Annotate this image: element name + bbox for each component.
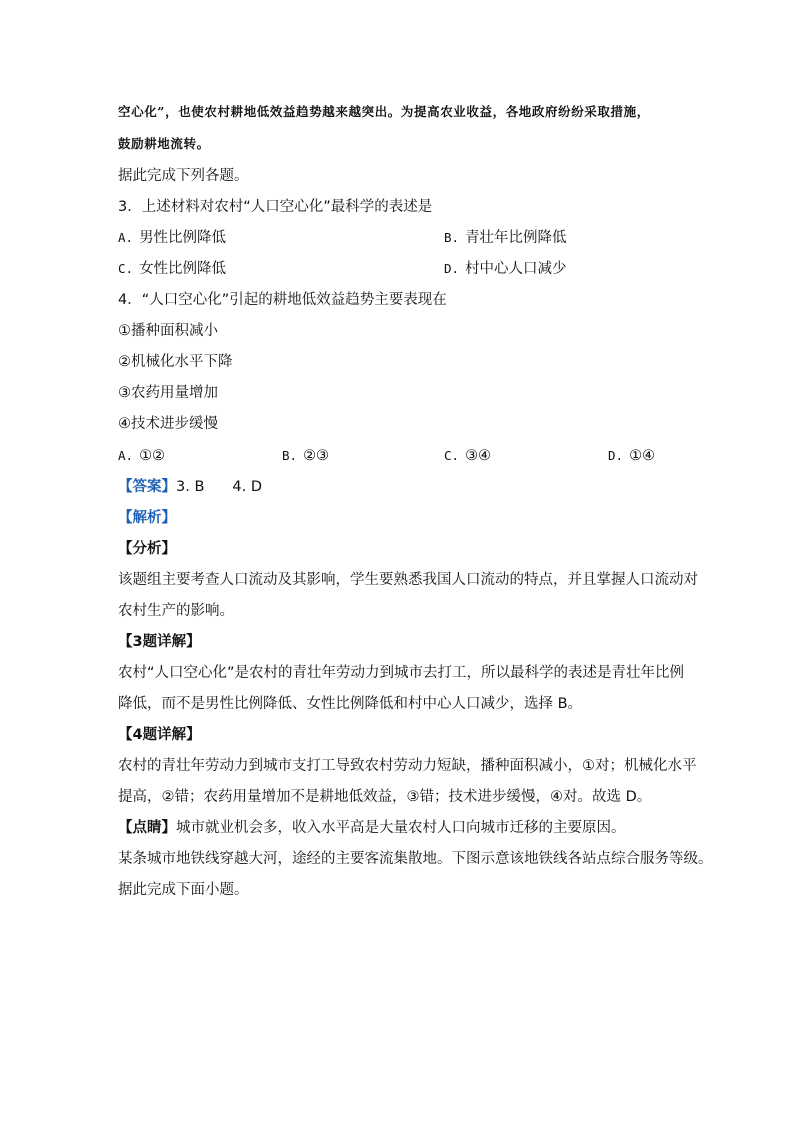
dianjing-tag: 【点睛】 [118, 820, 176, 836]
fenxi-line-1: 该题组主要考查人口流动及其影响，学生要熟悉我国人口流动的特点，并且掌握人口流动对 [118, 572, 698, 588]
question-4-option-b: B. ②③ [282, 448, 330, 464]
next-question-line-2: 据此完成下面小题。 [118, 882, 249, 898]
fenxi-line-2: 农村生产的影响。 [118, 603, 234, 619]
q3-detail-tag: 【3题详解】 [118, 634, 201, 650]
question-3-option-b: B. 青壮年比例降低 [444, 230, 567, 246]
question-3-stem: 3．上述材料对农村“人口空心化”最科学的表述是 [118, 199, 433, 215]
question-3-option-c: C. 女性比例降低 [118, 261, 227, 277]
answer-q4: 4. D [232, 479, 263, 495]
q3-detail-line-1: 农村“人口空心化”是农村的青壮年劳动力到城市去打工，所以最科学的表述是青壮年比例 [118, 665, 685, 681]
question-4-option-c: C. ③④ [444, 448, 492, 464]
q4-detail-tag: 【4题详解】 [118, 727, 201, 743]
question-4-option-a: A. ①② [118, 448, 166, 464]
question-3-option-a: A. 男性比例降低 [118, 230, 227, 246]
dianjing-text: 城市就业机会多，收入水平高是大量农村人口向城市迁移的主要原因。 [176, 820, 626, 836]
analysis-tag: 【解析】 [118, 510, 176, 526]
question-4-item-1: ①播种面积减小 [118, 323, 218, 339]
q4-detail-line-1: 农村的青壮年劳动力到城市支打工导致农村劳动力短缺，播种面积减小，①对；机械化水平 [118, 758, 697, 774]
question-4-item-3: ③农药用量增加 [118, 385, 218, 401]
question-4-option-d: D. ①④ [608, 448, 656, 464]
intro-line-3: 据此完成下列各题。 [118, 168, 249, 184]
fenxi-tag: 【分析】 [118, 541, 176, 557]
question-4-item-4: ④技术进步缓慢 [118, 416, 218, 432]
intro-line-2: 鼓励耕地流转。 [118, 136, 210, 151]
question-3-option-d: D. 村中心人口减少 [444, 261, 567, 277]
question-4-item-2: ②机械化水平下降 [118, 354, 233, 370]
answer-tag: 【答案】 [118, 479, 176, 495]
answer-line [118, 477, 262, 497]
intro-line-1: 空心化”，也使农村耕地低效益趋势越来越突出。为提高农业收益，各地政府纷纷采取措施， [118, 104, 650, 119]
q4-detail-line-2: 提高，②错；农药用量增加不是耕地低效益，③错；技术进步缓慢，④对。故选 D。 [118, 789, 652, 805]
answer-q3: 3. B [176, 479, 205, 495]
q3-detail-line-2: 降低，而不是男性比例降低、女性比例降低和村中心人口减少，选择 B。 [118, 696, 583, 712]
next-question-line-1: 某条城市地铁线穿越大河，途经的主要客流集散地。下图示意该地铁线各站点综合服务等级。 [118, 851, 713, 867]
question-4-stem: 4．“人口空心化”引起的耕地低效益趋势主要表现在 [118, 292, 447, 308]
dianjing-line [118, 818, 626, 838]
